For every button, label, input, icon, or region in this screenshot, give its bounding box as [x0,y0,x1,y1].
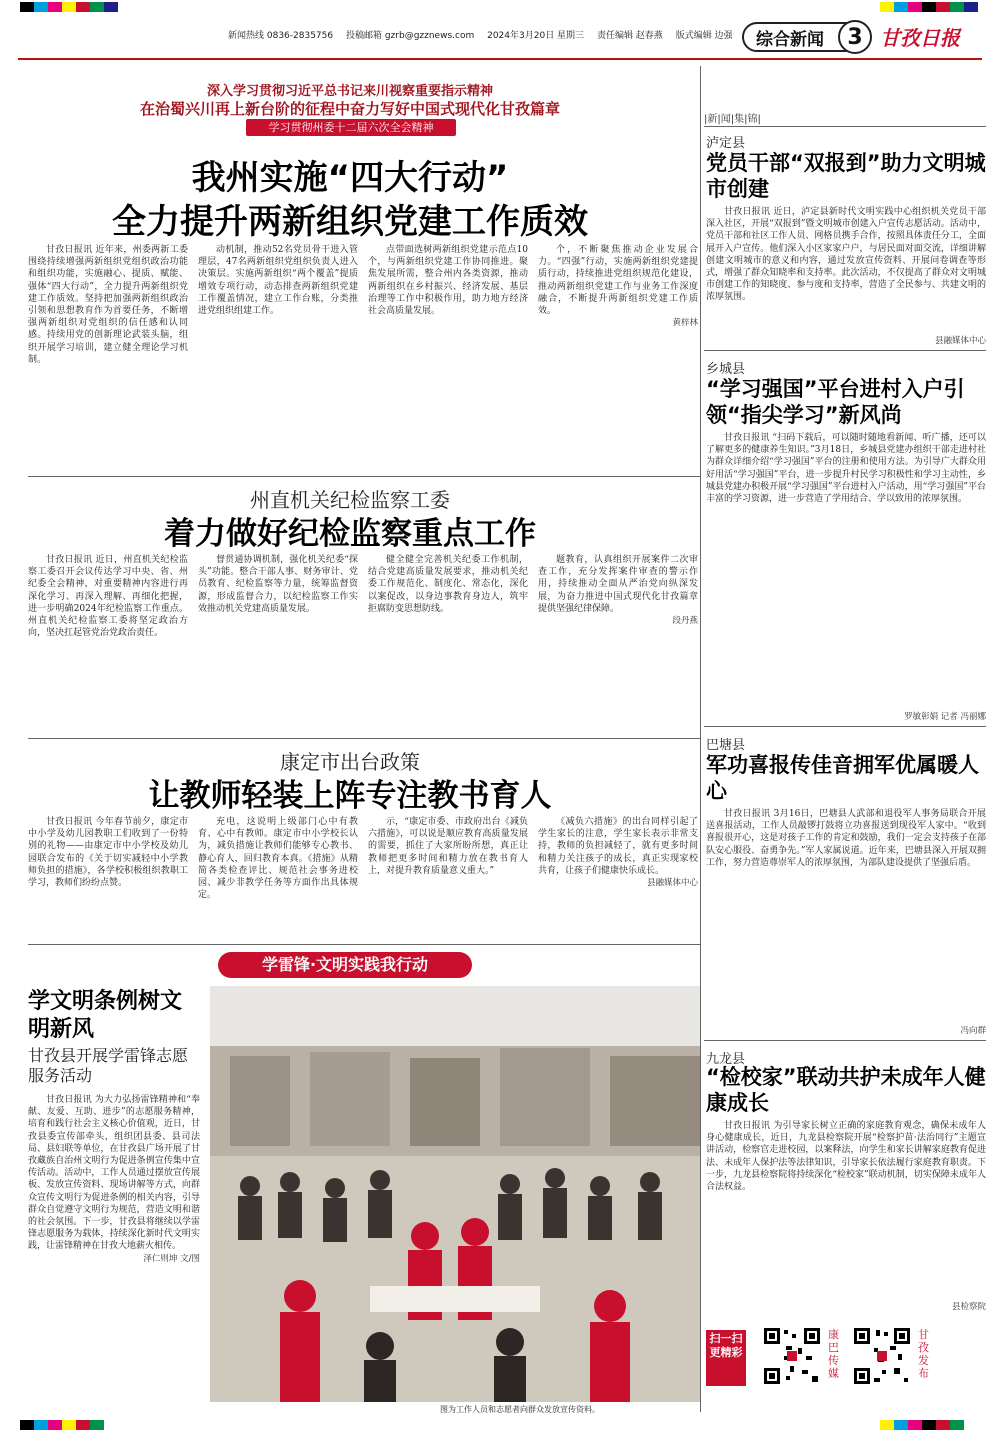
qr-section [706,1320,986,1400]
kangding-byline: 县融媒体中心 [646,878,698,889]
brief-1-place: 泸定县 [706,136,746,151]
photo-caption: 图为工作人员和志愿者向群众发放宣传资料。 [440,1405,600,1414]
header-rule [18,58,982,60]
color-bar-top-left [20,2,118,12]
qr-code-kangba[interactable] [762,1326,822,1386]
lead-byline: 黄梓林 [672,318,698,329]
brief-3-title: 军功喜报传佳音拥军优属暖人心 [706,753,979,803]
jijian-body [28,554,698,734]
xuelei-subtitle: 甘孜县开展学雷锋志愿服务活动 [28,1046,189,1085]
editor: 责任编辑 赵春燕 [596,31,663,41]
xuelei-banner: 学雷锋·文明实践我行动 [218,952,472,978]
paper-logo: 甘孜日报 [880,26,960,50]
jijian-col-2: 督贯通协调机制，强化机关纪委“探头”功能。整合干部人事、财务审计、党员教育、纪检监察等力量，统筹监督资源，形成监督合力，以纪检监察工作实效推动机关党建高质量发展。 [198,555,358,614]
brief-divider-3 [704,1040,986,1041]
kangding-title: 让教师轻装上阵专注教书育人 [148,778,552,814]
color-bar-bottom-left [20,1420,104,1430]
xuelei-body: 甘孜日报讯 为大力弘扬雷锋精神和“奉献、友爱、互助、进步”的志愿服务精神，培育和践行社会主义核心价值观，近日，甘孜县委宣传部牵头，组织团县委、县司法局、县妇联等单位，在甘孜县广场开展了甘孜藏族自治州文明行为促进条例宣传集中宣传活动。活动中，工作人员通过摆放宣传展板、发放宣传资料、现场讲解等方式，向群众宣传文明行为促进条例的相关内容，引导群众自觉遵守文明行为规范，营造文明和谐的社会氛围。下一步，甘孜县将继续以学雷锋志愿服务为载体，持续深化新时代文明实践，让雷锋精神在甘孜大地薪火相传。 泽仁则坤 文/图 [28,1095,200,1264]
jijian-kicker: 州直机关纪检监察工委 [250,488,450,512]
date: 2024年3月20日 星期三 [487,31,585,41]
volunteer-photo [210,986,700,1402]
brief-1-body: 甘孜日报讯 近日，泸定县新时代文明实践中心组织机关党员干部深入社区，开展“双报到”暨文明城市创建入户宣传志愿活动。活动中，党员干部和社区工作人员、网格员携手合作，按照具体责任分工，全面展开入户宣传。他们深入小区家家户户，与居民面对面交流，详细讲解创建文明城市的意义和内容，通过发放宣传资料、开展问卷调查等形式，增强了群众知晓率和支持率。此次活动，不仅提高了群众对文明城市创建工作的知晓度、参与度和支持率，营造了全民参与、共建文明的浓厚氛围。 [706,207,986,303]
jijian-byline: 段丹燕 [672,616,698,627]
registration-strip [0,0,1000,14]
page-number: 3 [838,20,872,54]
color-bar-top-right [880,2,978,12]
brief-2-byline: 罗敏彰娟 记者 冯丽娜 [904,712,986,722]
lead-col-4: 个，不断聚焦推动企业发展合力。“四强”行动，实施两新组织党建提质行动，持续推进党组织规范化建设，推动两新组织党建工作与业务工作深度融合，不断提升两新组织党建工作质效。 黄梓林 [538,245,698,329]
lead-col-3: 点带面选树两新组织党建示范点10个，与两新组织党建工作协同推进。聚焦发展所需，整合州内各类资源，推动两新组织在乡村振兴、经济发展、基层治理等工作中积极作用，助力地方经济社会高质量发展。 [368,245,528,317]
kangding-col-3: 示，“康定市委、市政府出台《减负六措施》，可以说是顺应教育高质量发展的需要，抓住了大家所盼所想，真正让教师把更多时间和精力放在教书育人上，对提升教育质量意义重大。” [368,817,528,876]
brief-3-body: 甘孜日报讯 3月16日，巴塘县人武部和退役军人事务局联合开展送喜报活动，工作人员敲锣打鼓将立功喜报送到现役军人家中。“收到喜报很开心，这是对孩子工作的肯定和鼓励，我们一定会支持孩子在部队安心服役、奋勇争先。”军人家属说道。近年来，巴塘县深入开展双拥工作，努力营造尊崇军人的浓厚氛围，为部队建设提供了坚强后盾。 [706,809,986,868]
brief-2-place: 乡城县 [706,362,746,377]
brief-1-byline: 县融媒体中心 [934,336,986,346]
jijian-col-1: 甘孜日报讯 近日，州直机关纪检监察工委召开会议传达学习中央、省、州纪委全会精神，对重要精神内容进行再深化学习、再深入理解、再细化把握，进一步明确2024年纪检监察工作重点。州直机关纪检监察工委将坚定政治方向，坚决扛起管党治党政治责任。 [28,555,188,639]
qr-code-ganzi[interactable] [852,1326,912,1386]
qr-label-ganzi: 甘孜发布 [918,1328,929,1380]
brief-2-body: 甘孜日报讯 “扫码下载后，可以随时随地看新闻、听广播，还可以了解更多的健康养生知识。”3月18日，乡城县党建办组织干部走进村社为群众详细介绍“学习强国”平台的注册和使用方法。为引导广大群众用好用活“学习强国”平台，进一步提升村民学习积极性和学习主动性，乡城县党建办积极开展“学习强国”平台进村入户活动，用“学习强国”平台丰富的学习资源，进一步营造了学用结合、学以致用的浓厚氛围。 [706,433,986,505]
lead-col-2: 动机制，推动52名党员骨干进入管理层，47名两新组织党组织负责人进入决策层。实施两新组织“两个覆盖”提质增效专项行动，动态排查两新组织党建工作覆盖情况，建立工作台账，分类推进党组织组建工作。 [198,245,358,317]
kangding-col-2: 充电，这说明上级部门心中有教育、心中有教师。康定市中小学校长认为，减负措施让教师们能够专心教书、静心育人，回归教育本真。《措施》从精简各类检查评比、规范社会事务进校园、减少非教学任务等方面作出具体规定。 [198,817,358,901]
brief-3-byline: 冯向群 [960,1026,986,1036]
column-divider [700,66,701,1412]
qr-tag: 扫一扫更精彩 [706,1330,746,1386]
brief-2-title: “学习强国”平台进村入户引领“指尖学习”新风尚 [706,377,965,427]
lead-banner-2: 在治蜀兴川再上新台阶的征程中奋力写好中国式现代化甘孜篇章 [139,100,560,118]
layout-editor: 版式编辑 边强 [675,31,733,41]
brief-3-place: 巴塘县 [706,738,746,753]
kangding-body [28,816,698,938]
lead-title-2: 全力提升两新组织党建工作质效 [112,202,588,242]
briefs-rule [704,126,986,127]
brief-divider-1 [704,350,986,351]
brief-1-title: 党员干部“双报到”助力文明城市创建 [706,151,986,201]
photo-illustration [210,986,700,1402]
kangding-kicker: 康定市出台政策 [280,750,420,774]
kangding-col-4: 《减负六措施》的出台同样引起了学生家长的注意，学生家长表示非常支持，教师的负担减轻了，就有更多时间和精力关注孩子的成长，真正实现家校共育，让孩子们健康快乐成长。 县融媒体中心 [538,817,698,889]
jijian-col-4: 题教育，认真组织开展案件二次审查工作，充分发挥案件审查的警示作用，持续推动全面从严治党向纵深发展，为奋力推进中国式现代化甘孜篇章提供坚强纪律保障。 段丹燕 [538,555,698,627]
xuelei-title: 学文明条例树文明新风 [28,989,183,1042]
divider-3 [28,944,700,945]
series-label: 学习贯彻州委十二届六次全会精神 [246,119,456,136]
brief-4-byline: 县检察院 [951,1302,986,1312]
lead-body [28,244,698,472]
brief-4-body: 甘孜日报讯 为引导家长树立正确的家庭教育观念，确保未成年人身心健康成长，近日，九龙县检察院开展“检察护苗·法治同行”主题宣讲活动，检察官走进校园，以案释法，向学生和家长讲解家庭教育促进法、未成年人保护法等法律知识，引导家长依法履行家庭教育职责。下一步，九龙县检察院将持续深化“检校家”联动机制，切实保障未成年人合法权益。 [706,1121,986,1193]
lead-col-1: 甘孜日报讯 近年来，州委两新工委围绕持续增强两新组织党组织政治功能和组织功能，实施融心、提质、赋能、强体“四大行动”，全力提升两新组织党建工作质效。坚持把加强两新组织政治引领和思想教育作为首要任务，不断增强两新组织对党组织的信任感和认同感。持续用党的创新理论武装头脑，组织开展学习培训，建立健全理论学习机制。 [28,245,188,365]
xuelei-byline: 泽仁则坤 文/图 [143,1253,200,1264]
lead-banner-1: 深入学习贯彻习近平总书记来川视察重要指示精神 [206,84,493,99]
briefs-tag: |新|闻|集|锦| [704,114,761,125]
brief-divider-2 [704,726,986,727]
brief-4-title: “检校家”联动共护未成年人健康成长 [706,1065,986,1115]
hotline: 新闻热线 0836-2835756 [228,31,334,41]
section-name: 综合新闻 [756,29,824,50]
brief-4-place: 九龙县 [706,1052,746,1067]
divider-1 [28,476,700,477]
jijian-col-3: 健全健全完善机关纪委工作机制，结合党建高质量发展要求，推动机关纪委工作规范化、制度化、常态化，深化以案促改，以身边事教育身边人，筑牢拒腐防变思想防线。 [368,555,528,614]
qr-label-kangba: 康巴传媒 [828,1328,839,1380]
section-badge [742,22,870,52]
jijian-title: 着力做好纪检监察重点工作 [164,516,536,552]
kangding-col-1: 甘孜日报讯 今年春节前夕，康定市中小学及幼儿园教职工们收到了一份特别的礼物——由康定市中小学校及幼儿园联合发布的《关于切实减轻中小学教师负担的措施》，各学校积极组织教职工学习，教师们纷纷点赞。 [28,817,188,889]
color-bar-bottom-right [880,1420,964,1430]
header-info [228,28,743,41]
divider-2 [28,738,700,739]
email: 投稿邮箱 gzrb@gzznews.com [345,31,475,41]
lead-title-1: 我州实施“四大行动” [191,158,509,198]
